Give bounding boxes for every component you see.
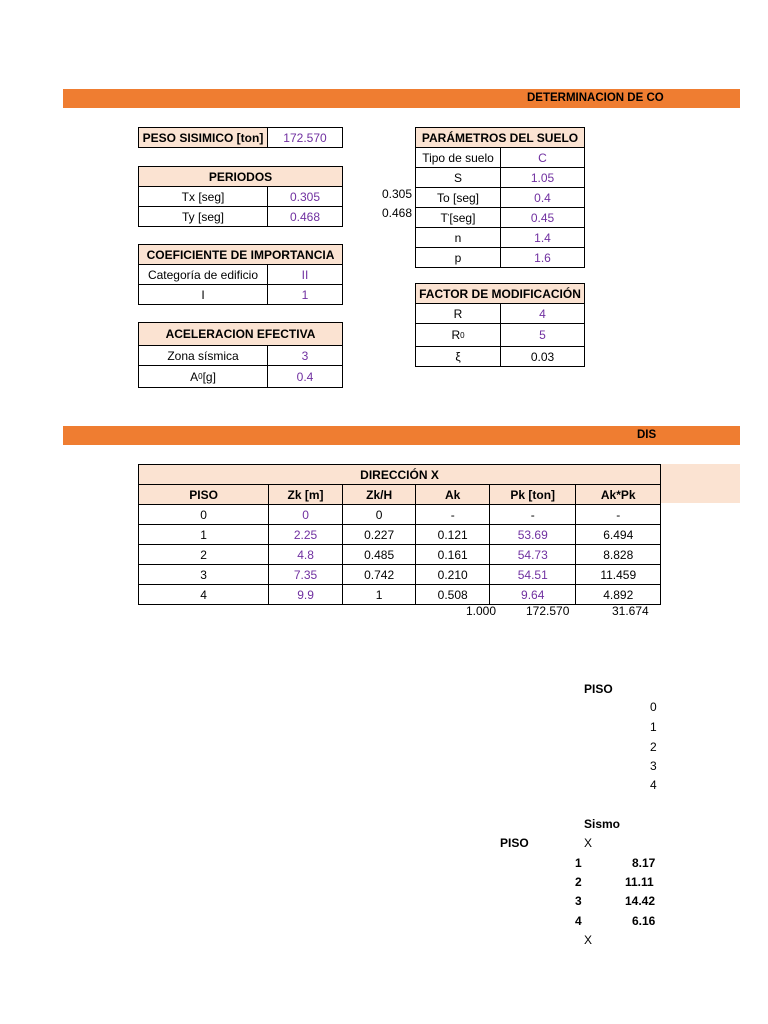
- sismo-title: Sismo: [584, 817, 621, 831]
- a0-rest: [g]: [202, 369, 216, 384]
- a0-label: [139, 366, 267, 387]
- sismo-value-cell: 11.11: [625, 875, 654, 889]
- factor-box: [415, 283, 585, 367]
- suelo-title: PARÁMETROS DEL SUELO: [421, 130, 579, 145]
- zona-value[interactable]: 3: [267, 346, 342, 365]
- piso-cell: 4: [200, 587, 207, 602]
- r0-sub: 0: [460, 330, 465, 340]
- col-header-akpk: Ak*Pk: [575, 485, 660, 504]
- r0-value[interactable]: 5: [500, 324, 584, 346]
- piso-cell: 3: [200, 567, 207, 582]
- zkh-cell: 0.485: [342, 545, 416, 564]
- akpk-cell: 11.459: [575, 565, 660, 584]
- tx-value[interactable]: 0.305: [267, 187, 342, 206]
- col-header-ak: Ak: [415, 485, 489, 504]
- a0-sub: 0: [198, 372, 203, 381]
- pk-cell[interactable]: 9.64: [489, 585, 576, 604]
- periodos-box: [138, 166, 343, 227]
- sismo-piso-cell: 4: [575, 914, 582, 928]
- zkh-cell: 0.742: [342, 565, 416, 584]
- ak-cell: 0.161: [415, 545, 489, 564]
- header-band-title: DETERMINACION DE CO: [527, 92, 664, 104]
- header-band: [63, 89, 740, 108]
- n-label: n: [454, 230, 462, 245]
- t-prime-label: [416, 208, 500, 227]
- table-row: [139, 524, 660, 544]
- pk-cell[interactable]: 54.51: [489, 565, 576, 584]
- piso-cell: 2: [200, 547, 207, 562]
- piso-cell: 1: [200, 527, 207, 542]
- ak-cell: 0.508: [415, 585, 489, 604]
- zk-cell[interactable]: 9.9: [268, 585, 342, 604]
- to-label: To [seg]: [436, 190, 480, 205]
- piso-list-item: 0: [650, 700, 657, 714]
- importancia-title: COEFICIENTE DE IMPORTANCIA: [146, 247, 335, 262]
- header-fill-strip: [659, 464, 740, 503]
- ty-label: Ty [seg]: [181, 209, 225, 224]
- sismo-piso-cell: 3: [575, 894, 582, 908]
- section-band: [63, 426, 740, 445]
- zk-cell[interactable]: 0: [268, 505, 342, 524]
- akpk-cell: -: [575, 505, 660, 524]
- zk-cell[interactable]: 4.8: [268, 545, 342, 564]
- zkh-cell: 0.227: [342, 525, 416, 544]
- piso-list-item: 3: [650, 759, 657, 773]
- table-row: [139, 584, 660, 604]
- sismo-piso-cell: 2: [575, 875, 582, 889]
- t-rest: [seg]: [449, 210, 476, 225]
- categoria-value[interactable]: II: [267, 265, 342, 284]
- sismo-value-cell: 8.17: [632, 856, 656, 870]
- piso-list-header: PISO: [584, 682, 613, 696]
- akpk-cell: 4.892: [575, 585, 660, 604]
- r0-label: [416, 324, 500, 346]
- ak-cell: 0.210: [415, 565, 489, 584]
- categoria-label: Categoría de edificio: [147, 267, 259, 282]
- ak-cell: -: [415, 505, 489, 524]
- table-header-row: [139, 484, 660, 504]
- direccion-x-title: DIRECCIÓN X: [360, 467, 439, 482]
- factor-title: FACTOR DE MODIFICACIÓN: [419, 286, 581, 301]
- tipo-value[interactable]: C: [500, 148, 584, 167]
- xi-label: ξ: [455, 349, 461, 364]
- importancia-box: [138, 244, 343, 305]
- direccion-x-table: [138, 464, 661, 605]
- zona-label: Zona sísmica: [167, 348, 239, 363]
- periodos-title: PERIODOS: [208, 169, 273, 184]
- pk-cell[interactable]: 54.73: [489, 545, 576, 564]
- piso-cell: 0: [200, 507, 207, 522]
- t-prime-value[interactable]: 0.45: [500, 208, 584, 227]
- r-value[interactable]: 4: [500, 304, 584, 323]
- tx-label: Tx [seg]: [181, 189, 225, 204]
- s-value[interactable]: 1.05: [500, 168, 584, 187]
- i-value[interactable]: 1: [267, 285, 342, 304]
- piso-list-item: 2: [650, 740, 657, 754]
- piso-list-item: 4: [650, 778, 657, 792]
- peso-value[interactable]: 172.570: [267, 128, 342, 147]
- t-main: T: [440, 210, 448, 225]
- n-value[interactable]: 1.4: [500, 228, 584, 247]
- a0-value[interactable]: 0.4: [267, 366, 342, 387]
- section-band-title: DIS: [637, 429, 657, 441]
- zk-cell[interactable]: 2.25: [268, 525, 342, 544]
- aceleracion-title: ACELERACION EFECTIVA: [165, 327, 316, 341]
- akpk-cell: 8.828: [575, 545, 660, 564]
- total-pk: 172.570: [526, 604, 570, 618]
- sismo-value-cell: 6.16: [632, 914, 656, 928]
- table-row: [139, 564, 660, 584]
- peso-sismico-box: [138, 127, 343, 148]
- zk-cell[interactable]: 7.35: [268, 565, 342, 584]
- ak-cell: 0.121: [415, 525, 489, 544]
- sismo-value-cell: 14.42: [625, 894, 656, 908]
- to-value[interactable]: 0.4: [500, 188, 584, 207]
- zkh-cell: 0: [342, 505, 416, 524]
- sismo-piso-label: PISO: [500, 836, 529, 850]
- r-label: R: [453, 306, 463, 321]
- i-label: I: [201, 287, 205, 302]
- side-value-2: 0.468: [382, 206, 413, 220]
- total-ak: 1.000: [466, 604, 497, 618]
- xi-value[interactable]: 0.03: [500, 347, 584, 366]
- a0-main: A: [190, 369, 199, 384]
- aceleracion-box: [138, 322, 343, 388]
- pk-cell[interactable]: -: [489, 505, 576, 524]
- zkh-cell: 1: [342, 585, 416, 604]
- ty-value[interactable]: 0.468: [267, 207, 342, 226]
- col-header-zk: Zk [m]: [268, 485, 342, 504]
- peso-label: PESO SISIMICO [ton]: [139, 128, 267, 147]
- side-value-1: 0.305: [382, 187, 413, 201]
- s-label: S: [453, 170, 462, 185]
- sismo-piso-cell: 1: [575, 856, 582, 870]
- sismo-dir: X: [584, 836, 593, 850]
- r0-main: R: [451, 328, 461, 342]
- piso-list-item: 1: [650, 720, 657, 734]
- tipo-label: Tipo de suelo: [422, 150, 494, 165]
- akpk-cell: 6.494: [575, 525, 660, 544]
- t-sup: ': [447, 213, 450, 222]
- col-header-zkh: Zk/H: [342, 485, 416, 504]
- col-header-pk: Pk [ton]: [489, 485, 576, 504]
- pk-cell[interactable]: 53.69: [489, 525, 576, 544]
- total-akpk: 31.674: [612, 604, 649, 618]
- sismo-footer: X: [584, 933, 593, 947]
- suelo-box: [415, 127, 585, 268]
- table-row: [139, 544, 660, 564]
- p-value[interactable]: 1.6: [500, 248, 584, 267]
- p-label: p: [454, 250, 462, 265]
- table-row: [139, 504, 660, 524]
- col-header-piso: PISO: [189, 487, 218, 502]
